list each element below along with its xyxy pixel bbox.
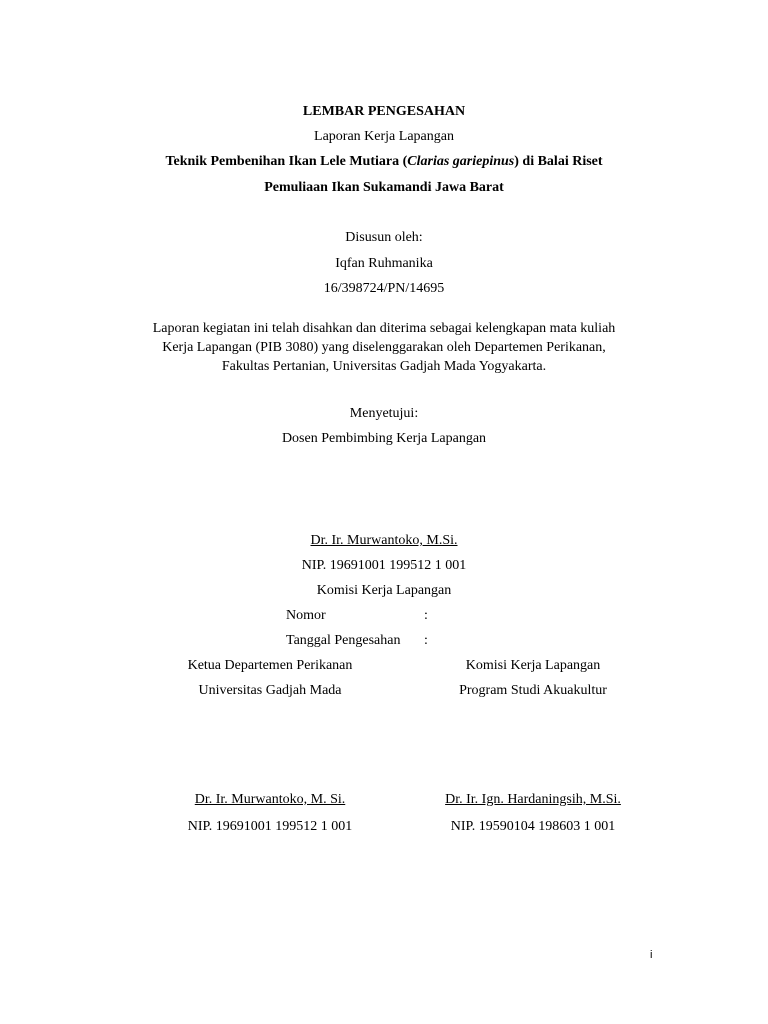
- student-id: 16/398724/PN/14695: [323, 281, 445, 296]
- report-topic-line1: [0, 153, 768, 171]
- document-subtitle: Laporan Kerja Lapangan: [314, 129, 454, 144]
- date-label: Tanggal Pengesahan: [286, 633, 401, 648]
- supervisor-name: Dr. Ir. Murwantoko, M.Si.: [310, 533, 458, 548]
- number-colon: :: [424, 608, 428, 623]
- right-signatory-name: Dr. Ir. Ign. Hardaningsih, M.Si.: [445, 792, 621, 807]
- statement-line1: Laporan kegiatan ini telah disahkan dan diterima sebagai kelengkapan mata kuliah: [152, 321, 616, 336]
- topic-suffix: ) di Balai Riset: [514, 154, 603, 169]
- left-signatory-nip: NIP. 19691001 199512 1 001: [187, 819, 353, 834]
- right-signatory-role2: Program Studi Akuakultur: [459, 683, 607, 698]
- species-name: Clarias gariepinus: [407, 154, 515, 169]
- report-topic-line2: Pemuliaan Ikan Sukamandi Jawa Barat: [264, 180, 504, 195]
- supervisor-nip: NIP. 19691001 199512 1 001: [301, 558, 467, 573]
- prepared-by-label: Disusun oleh:: [345, 230, 423, 245]
- page-number: i: [650, 949, 653, 961]
- topic-prefix: Teknik Pembenihan Ikan Lele Mutiara (: [165, 154, 408, 169]
- right-signatory-role1: Komisi Kerja Lapangan: [465, 658, 601, 673]
- statement-line2: Kerja Lapangan (PIB 3080) yang diselenggarakan oleh Departemen Perikanan,: [162, 340, 606, 355]
- supervisor-role: Dosen Pembimbing Kerja Lapangan: [281, 431, 487, 446]
- statement-line3: Fakultas Pertanian, Universitas Gadjah Mada Yogyakarta.: [221, 359, 547, 374]
- commission-label: Komisi Kerja Lapangan: [316, 583, 452, 598]
- document-title: LEMBAR PENGESAHAN: [302, 104, 466, 119]
- number-label: Nomor: [286, 608, 326, 623]
- right-signatory-nip: NIP. 19590104 198603 1 001: [450, 819, 616, 834]
- author-name: Iqfan Ruhmanika: [335, 256, 433, 271]
- approved-label: Menyetujui:: [349, 406, 419, 421]
- left-signatory-role2: Universitas Gadjah Mada: [198, 683, 342, 698]
- date-colon: :: [424, 633, 428, 648]
- left-signatory-role1: Ketua Departemen Perikanan: [187, 658, 353, 673]
- left-signatory-name: Dr. Ir. Murwantoko, M. Si.: [194, 792, 346, 807]
